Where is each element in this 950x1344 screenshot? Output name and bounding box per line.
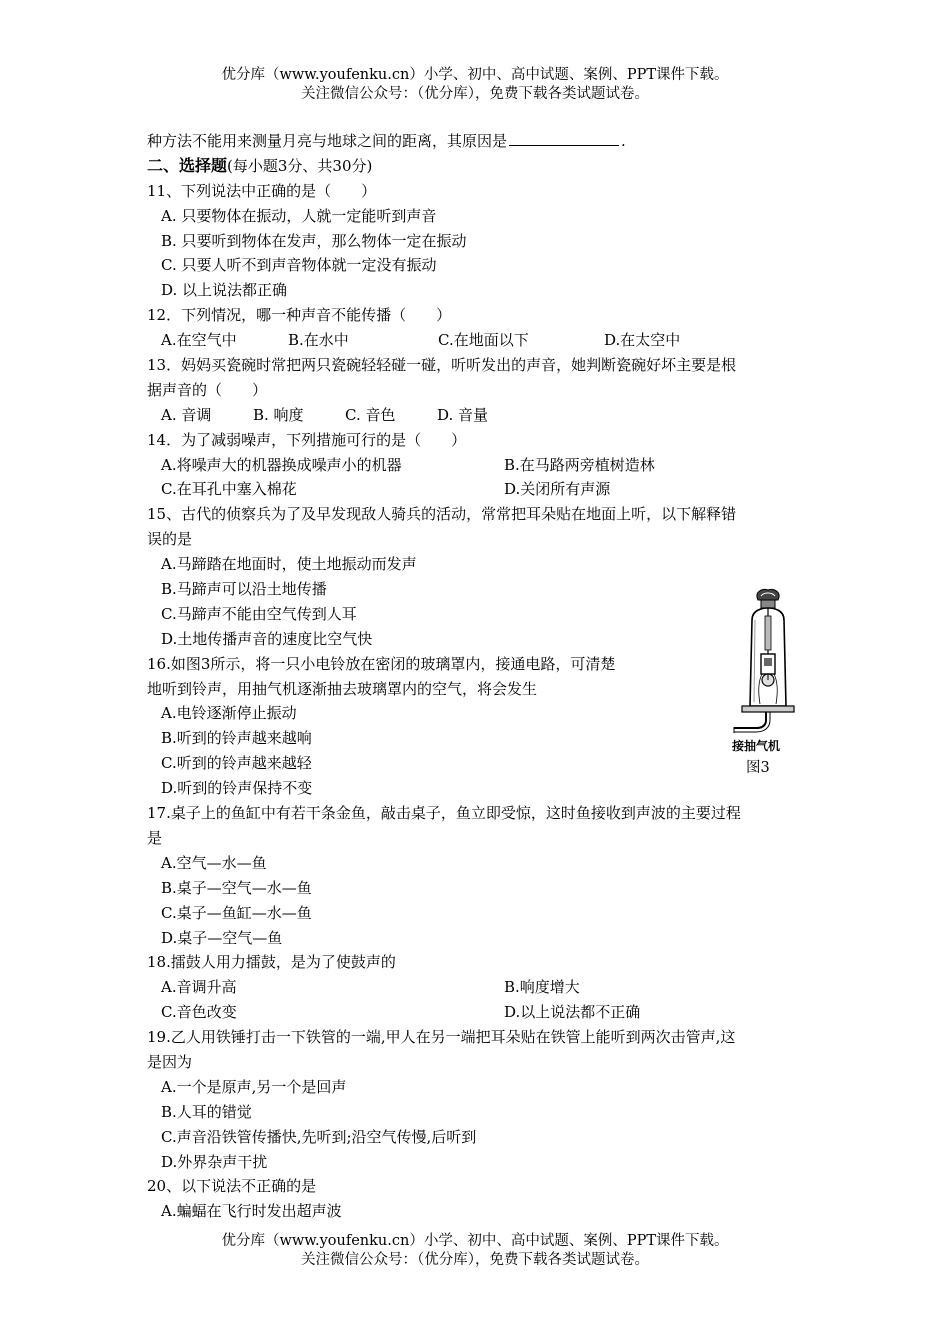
q14-options-row2 (147, 477, 812, 502)
q11-option-d: D. 以上说法都正确 (161, 281, 288, 300)
q11-option-a: A. 只要物体在振动，人就一定能听到声音 (161, 206, 437, 225)
figure-caption: 图3 (746, 760, 770, 776)
page-header (0, 66, 950, 104)
q11-option-b: B. 只要听到物体在发声，那么物体一定在振动 (161, 231, 467, 250)
q19-option-b: B.人耳的错觉 (161, 1102, 252, 1121)
footer-line-2: 关注微信公众号：（优分库），免费下载各类试题试卷。 (301, 1252, 649, 1268)
q11-option-c: C. 只要人听不到声音物体就一定没有振动 (161, 256, 437, 275)
q11-stem: 11、下列说法中正确的是（ ） (147, 181, 377, 200)
q14-option-d: D.关闭所有声源 (504, 480, 611, 499)
q19-option-a: A.一个是原声,另一个是回声 (161, 1077, 347, 1096)
section-heading: 二、选择题 (147, 155, 228, 175)
q15-stem-line1: 15、古代的侦察兵为了及早发现敌人骑兵的活动，常常把耳朵贴在地面上听，以下解释错 (147, 505, 737, 524)
continued-end: . (621, 132, 626, 150)
continued-text: 种方法不能用来测量月亮与地球之间的距离，其原因是 (147, 132, 508, 150)
header-line-1: 优分库（www.youfenku.cn）小学、初中、高中试题、案例、PPT课件下载。 (221, 67, 729, 83)
q14-option-c: C.在耳孔中塞入棉花 (161, 480, 297, 499)
section-note: (每小题3分、共30分) (227, 156, 373, 175)
q18-options-row2 (147, 1000, 812, 1025)
q18-option-b: B.响度增大 (504, 978, 580, 997)
continued-question (147, 129, 812, 154)
q12-option-b: B.在水中 (288, 331, 349, 350)
q15-option-a: A.马蹄踏在地面时，使土地振动而发声 (161, 555, 417, 574)
exam-content (147, 129, 812, 1224)
q16-option-a: A.电铃逐渐停止振动 (161, 704, 297, 723)
q18-option-c: C.音色改变 (161, 1003, 237, 1022)
section-title (147, 154, 812, 179)
q13-stem-line2: 据声音的（ ） (147, 380, 268, 399)
q17-stem-line1: 17.桌子上的鱼缸中有若干条金鱼，敲击桌子，鱼立即受惊，这时鱼接收到声波的主要过程 (147, 804, 741, 823)
q16-option-d: D.听到的铃声保持不变 (161, 779, 313, 798)
q15-stem-line2: 误的是 (147, 530, 193, 549)
q14-option-a: A.将噪声大的机器换成噪声小的机器 (161, 455, 402, 474)
header-line-2: 关注微信公众号：（优分库），免费下载各类试题试卷。 (301, 86, 649, 102)
figure-label: 接抽气机 (732, 739, 781, 752)
q12-stem: 12．下列情况，哪一种声音不能传播（ ） (147, 306, 452, 325)
q15-option-d: D.土地传播声音的速度比空气快 (161, 629, 373, 648)
q14-stem: 14．为了减弱噪声，下列措施可行的是（ ） (147, 430, 467, 449)
q16-option-b: B.听到的铃声越来越响 (161, 729, 312, 748)
q16-option-c: C.听到的铃声越来越轻 (161, 754, 312, 773)
q20-stem: 20、以下说法不正确的是 (147, 1177, 317, 1196)
q18-option-a: A.音调升高 (161, 978, 237, 997)
q14-options-row1 (147, 453, 812, 478)
q15-option-c: C.马蹄声不能由空气传到人耳 (161, 604, 357, 623)
q13-stem-line1: 13．妈妈买瓷碗时常把两只瓷碗轻轻碰一碰，听听发出的声音，她判断瓷碗好坏主要是根 (147, 356, 737, 375)
q17-option-c: C.桌子—鱼缸—水—鱼 (161, 903, 312, 922)
q16-stem-line2: 地听到铃声，用抽气机逐渐抽去玻璃罩内的空气，将会发生 (147, 679, 538, 698)
q17-option-b: B.桌子—空气—水—鱼 (161, 878, 312, 897)
q18-options-row1 (147, 975, 812, 1000)
q18-stem: 18.擂鼓人用力擂鼓，是为了使鼓声的 (147, 953, 396, 972)
figure-bell-jar (728, 586, 810, 756)
q19-option-c: C.声音沿铁管传播快,先听到;沿空气传慢,后听到 (161, 1127, 477, 1146)
footer-line-1: 优分库（www.youfenku.cn）小学、初中、高中试题、案例、PPT课件下载。 (221, 1233, 729, 1249)
q17-option-a: A.空气—水—鱼 (161, 853, 267, 872)
q13-option-c: C. 音色 (345, 405, 396, 424)
q12-options (147, 328, 812, 353)
q17-option-d: D.桌子—空气—鱼 (161, 928, 283, 947)
q12-option-d: D.在太空中 (604, 331, 681, 350)
q19-stem-line1: 19.乙人用铁锤打击一下铁管的一端,甲人在另一端把耳朵贴在铁管上能听到两次击管声,这 (147, 1028, 736, 1047)
q13-options (147, 403, 812, 428)
q13-option-a: A. 音调 (161, 405, 212, 424)
q19-stem-line2: 是因为 (147, 1052, 193, 1071)
q12-option-c: C.在地面以下 (438, 331, 529, 350)
answer-blank[interactable] (509, 131, 619, 146)
q14-option-b: B.在马路两旁植树造林 (504, 455, 655, 474)
q17-stem-line2: 是 (147, 828, 163, 847)
q19-option-d: D.外界杂声干扰 (161, 1152, 268, 1171)
q13-option-d: D. 音量 (437, 405, 489, 424)
q12-option-a: A.在空气中 (161, 331, 237, 350)
q20-option-a: A.蝙蝠在飞行时发出超声波 (161, 1202, 342, 1221)
q13-option-b: B. 响度 (253, 405, 304, 424)
page-footer (0, 1232, 950, 1270)
q15-option-b: B.马蹄声可以沿土地传播 (161, 580, 327, 599)
q18-option-d: D.以上说法都不正确 (504, 1003, 641, 1022)
bell-jar-drawing (728, 586, 810, 752)
q16-stem-line1: 16.如图3所示，将一只小电铃放在密闭的玻璃罩内，接通电路，可清楚 (147, 654, 616, 673)
